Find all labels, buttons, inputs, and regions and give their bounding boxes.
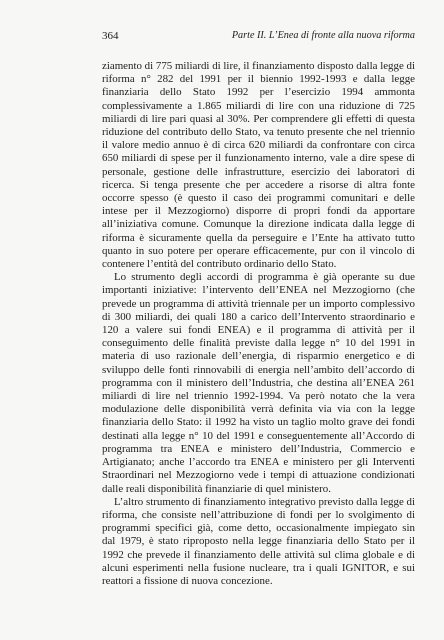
paragraph-1: ziamento di 775 miliardi di lire, il finanziamento disposto dalla legge di riforma n° 282 del 1991 per il biennio 1992-1993 e dalla legge finanziaria dello Stato 1992 per l’esercizio 1994 ammonta complessivamente a 1.865 miliardi di lire con una riduzione di 725 miliardi di lire pari quasi al 30%. Per comprendere gli effetti di questa riduzione del contributo dello Stato, va tenuto presente che nel triennio il valore medio annuo è di circa 620 miliardi da confrontare con circa 650 miliardi di spese per il funzionamento interno, vale a dire spese di personale, gestione delle infrastrutture, esercizio dei laboratori di ricerca. Si tenga presente che per accedere a risorse di altra fonte occorre spesso (è questo il caso dei programmi comunitari e delle intese per il Mezzogiorno) disporre di propri fondi da apportare all’iniziativa comune. Comunque la direzione indicata dalla legge di riforma è sicuramente quella da perseguire e l’Ente ha attivato tutto quanto in suo potere per operare efficacemente, pur con il vincolo di contenere l’entità del contributo ordinario dello Stato. bbox=[102, 60, 415, 271]
page-number: 364 bbox=[102, 30, 119, 42]
running-title: Parte II. L’Enea di fronte alla nuova riforma bbox=[231, 30, 415, 41]
page-header bbox=[102, 30, 415, 46]
paragraph-2: Lo strumento degli accordi di programma è già operante su due importanti iniziative: l’intervento dell’ENEA nel Mezzogiorno (che prevede un programma di attività triennale per un importo complessivo di 300 miliardi, dei quali 180 a carico dell’Intervento straordinario e 120 a valere sui fondi ENEA) e il programma di attività per il conseguimento delle finalità previste dalla legge n° 10 del 1991 in materia di uso razionale dell’energia, di risparmio energetico e di sviluppo delle fonti rinnovabili di energia nell’ambito dell’accordo di programma con il ministero dell’Industria, che destina all’ENEA 261 miliardi di lire nel triennio 1992-1994. Va però notato che la vera modulazione delle disponibilità verrà definita via via con la legge finanziaria dello Stato: il 1992 ha visto un taglio molto grave dei fondi destinati alla legge n° 10 del 1991 e conseguentemente all’Accordo di programma tra ENEA e ministero dell’Industria, Commercio e Artigianato; anche l’accordo tra ENEA e ministero per gli Interventi Straordinari nel Mezzogiorno vede i tempi di attuazione condizionati dalle reali disponibilità finanziarie di quel ministero. bbox=[102, 271, 415, 495]
paragraph-3: L’altro strumento di finanziamento integrativo previsto dalla legge di riforma, che consiste nell’attribuzione di fondi per lo svolgimento di programmi specifici già, come detto, occasionalmente impiegato sin dal 1979, è stato riproposto nella legge finanziaria dello Stato per il 1992 che prevede il finanziamento delle attività sul clima globale e di alcuni esperimenti nella fusione nucleare, tra i quali IGNITOR, e sui reattori a fissione di nuova concezione. bbox=[102, 495, 415, 587]
body-text bbox=[102, 60, 415, 588]
